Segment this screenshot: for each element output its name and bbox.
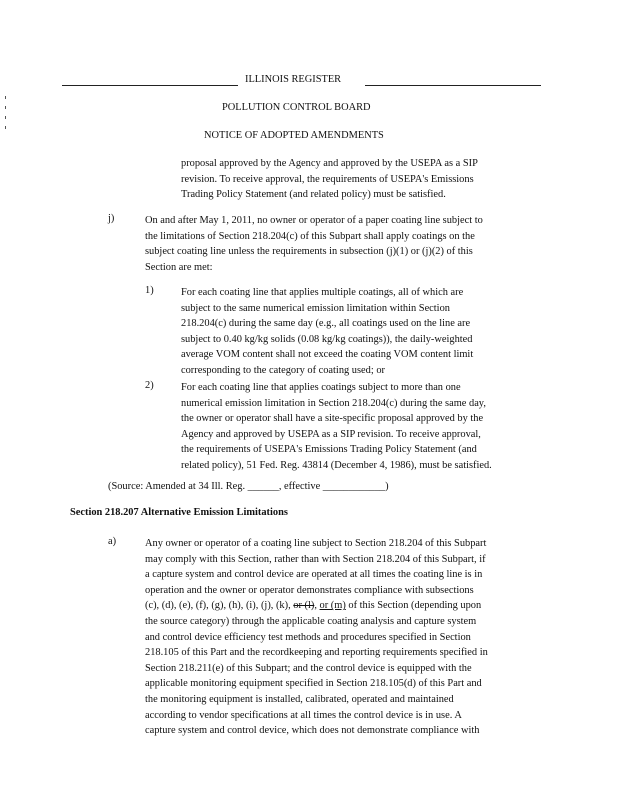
text-line: the limitations of Section 218.204(c) of this Subpart shall apply coatings on the: [145, 230, 475, 242]
text-line: Section are met:: [145, 261, 213, 273]
text-line: may comply with this Section, rather than with Section 218.204 of this Subpart, if: [145, 553, 486, 565]
text-line: subject coating line unless the requirements in subsection (j)(1) or (j)(2) of this: [145, 246, 473, 258]
text-line: revision. To receive approval, the requirements of USEPA's Emissions: [181, 173, 474, 185]
text-line: according to vendor specifications at all times the control device is in use. A: [145, 709, 462, 721]
text-line: Trading Policy Statement (and related policy) must be satisfied.: [181, 189, 446, 201]
inserted-text: or (m): [319, 600, 346, 612]
amended-line: [145, 598, 488, 614]
item-2-text: [181, 380, 492, 474]
continuation-paragraph: [181, 156, 478, 203]
text-line: capture system and control device, which does not demonstrate compliance with: [145, 725, 480, 737]
text-line: Section 218.211(e) of this Subpart; and the control device is equipped with the: [145, 662, 472, 674]
subsection-j-text: [145, 213, 483, 275]
text-line: related policy), 51 Fed. Reg. 43814 (December 4, 1986), must be satisfied.: [181, 459, 492, 471]
text-line: For each coating line that applies coatings subject to more than one: [181, 382, 461, 393]
notice-title: NOTICE OF ADOPTED AMENDMENTS: [204, 130, 384, 141]
agency-title: POLLUTION CONTROL BOARD: [222, 102, 371, 113]
section-heading: Section 218.207 Alternative Emission Limitations: [70, 507, 288, 518]
text-segment: (c), (d), (e), (f), (g), (h), (i), (j), (k),: [145, 600, 294, 612]
text-line: 218.204(c) during the same day (e.g., all coatings used on the line are: [181, 318, 471, 330]
subsection-a-label: a): [108, 536, 117, 547]
text-line: a capture system and control device are operated at all times the coating line is in: [145, 569, 483, 581]
text-line: operation and the owner or operator demonstrates compliance with subsections: [145, 584, 474, 596]
item-1-label: 1): [145, 285, 154, 296]
subsection-j-label: j): [108, 213, 115, 224]
text-line: the monitoring equipment is installed, calibrated, operated and maintained: [145, 693, 454, 705]
text-segment: ,: [314, 600, 320, 612]
text-line: 218.105 of this Part and the recordkeeping and reporting requirements specified in: [145, 647, 488, 659]
margin-marks: [4, 96, 7, 136]
text-line: subject to the same numerical emission limitation within Section: [181, 302, 450, 314]
subsection-a-text: [145, 536, 488, 739]
text-line: numerical emission limitation in Section 218.204(c) during the same day,: [181, 397, 486, 409]
item-1-text: [181, 285, 473, 379]
text-line: For each coating line that applies multiple coatings, all of which are: [181, 287, 464, 298]
text-line: average VOM content shall not exceed the coating VOM content limit: [181, 349, 474, 361]
text-segment: of this Section (depending upon: [345, 600, 482, 612]
text-line: On and after May 1, 2011, no owner or operator of a paper coating line subject to: [145, 215, 483, 226]
text-line: Agency and approved by USEPA as a SIP revision. To receive approval,: [181, 428, 481, 440]
header-rule-left: [62, 85, 238, 86]
text-line: and control device efficiency test methods and procedures specified in Section: [145, 631, 471, 643]
text-line: Any owner or operator of a coating line subject to Section 218.204 of this Subpart: [145, 538, 487, 549]
text-line: proposal approved by the Agency and approved by the USEPA as a SIP: [181, 158, 478, 169]
source-note: (Source: Amended at 34 Ill. Reg. ______, effective ____________): [108, 481, 389, 492]
text-line: the owner or operator shall have a site-specific proposal approved by the: [181, 413, 484, 425]
deleted-text: or (l): [293, 600, 315, 612]
header-rule-right: [365, 85, 541, 86]
text-line: applicable monitoring equipment specified in Section 218.105(d) of this Part and: [145, 678, 482, 690]
register-title: ILLINOIS REGISTER: [245, 74, 342, 85]
text-line: subject to 0.40 kg/kg solids (0.08 kg/kg coatings)), the daily-weighted: [181, 333, 473, 345]
text-line: the requirements of USEPA's Emissions Trading Policy Statement (and: [181, 444, 477, 456]
item-2-label: 2): [145, 380, 154, 391]
text-line: corresponding to the category of coating used; or: [181, 364, 385, 376]
text-line: the source category) through the applicable coating analysis and capture system: [145, 615, 477, 627]
